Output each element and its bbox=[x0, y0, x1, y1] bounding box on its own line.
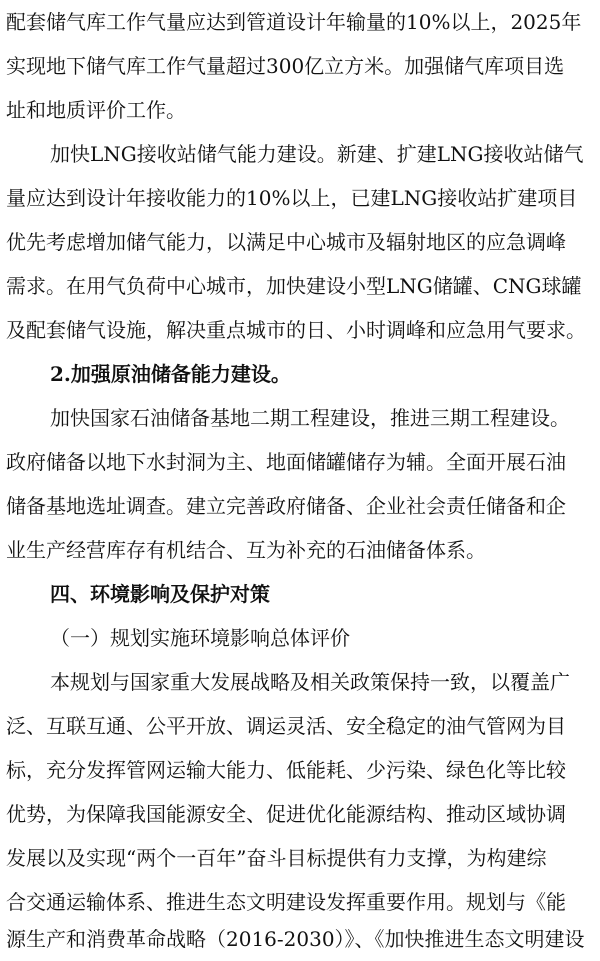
body-line-20: 发展以及实现“两个一百年”奋斗目标提供有力支撑，为构建综 bbox=[6, 846, 547, 870]
body-line-13: 业生产经营库存有机结合、互为补充的石油储备体系。 bbox=[6, 538, 486, 562]
body-line-21: 合交通运输体系、推进生态文明建设发挥重要作用。规划与《能 bbox=[6, 890, 566, 914]
section-heading-environment: 四、环境影响及保护对策 bbox=[50, 582, 270, 606]
body-line-16: 本规划与国家重大发展战略及相关政策保持一致，以覆盖广 bbox=[50, 670, 570, 694]
body-line-1: 配套储气库工作气量应达到管道设计年输量的10%以上，2025年 bbox=[6, 10, 582, 34]
body-line-3: 址和地质评价工作。 bbox=[6, 98, 186, 122]
body-line-19: 优势，为保障我国能源安全、促进优化能源结构、推动区域协调 bbox=[6, 802, 566, 826]
body-line-5: 量应达到设计年接收能力的10%以上，已建LNG接收站扩建项目 bbox=[6, 186, 578, 210]
body-line-2: 实现地下储气库工作气量超过300亿立方米。加强储气库项目选 bbox=[6, 54, 565, 78]
body-line-18: 标，充分发挥管网运输大能力、低能耗、少污染、绿色化等比较 bbox=[6, 758, 566, 782]
body-line-12: 储备基地选址调查。建立完善政府储备、企业社会责任储备和企 bbox=[6, 494, 566, 518]
subsection-heading-assessment: （一）规划实施环境影响总体评价 bbox=[50, 626, 350, 650]
body-line-10: 加快国家石油储备基地二期工程建设，推进三期工程建设。 bbox=[50, 406, 570, 430]
body-line-11: 政府储备以地下水封洞为主、地面储罐储存为辅。全面开展石油 bbox=[6, 450, 566, 474]
body-line-7: 需求。在用气负荷中心城市，加快建设小型LNG储罐、CNG球罐 bbox=[6, 274, 582, 298]
body-line-8: 及配套储气设施，解决重点城市的日、小时调峰和应急用气要求。 bbox=[6, 318, 586, 342]
body-line-22: 源生产和消费革命战略（2016-2030）》、《加快推进生态文明建设 bbox=[6, 927, 585, 951]
subsection-heading-oil-reserve: 2.加强原油储备能力建设。 bbox=[50, 362, 291, 386]
body-line-17: 泛、互联互通、公平开放、调运灵活、安全稳定的油气管网为目 bbox=[6, 714, 566, 738]
body-line-4: 加快LNG接收站储气能力建设。新建、扩建LNG接收站储气 bbox=[50, 142, 584, 166]
body-line-6: 优先考虑增加储气能力，以满足中心城市及辐射地区的应急调峰 bbox=[6, 230, 566, 254]
